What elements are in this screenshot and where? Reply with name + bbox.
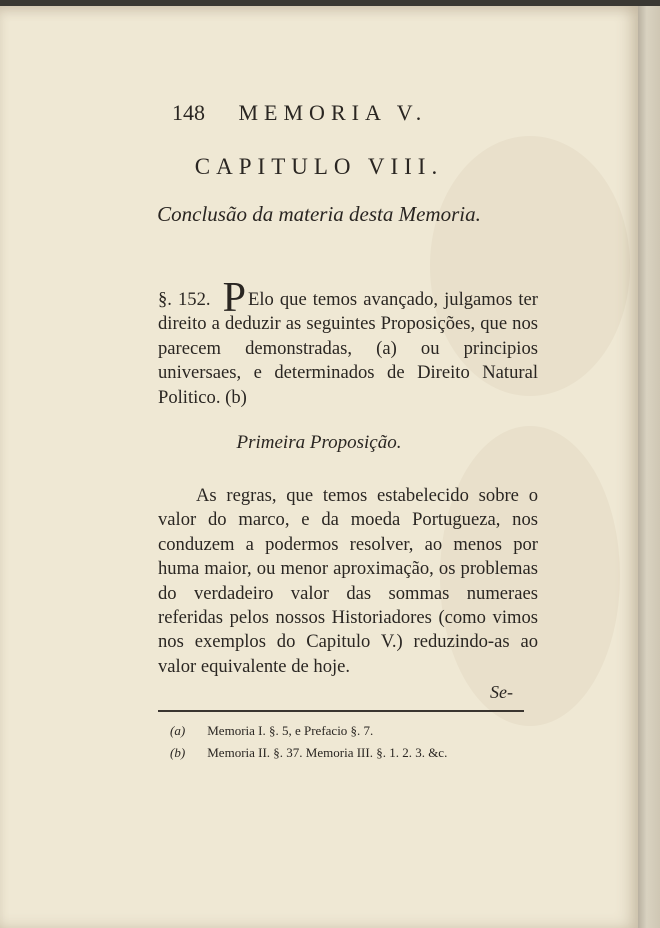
page-number: 148 bbox=[172, 100, 205, 125]
book-page bbox=[0, 6, 638, 928]
paragraph-152 bbox=[158, 275, 538, 410]
footnote bbox=[170, 720, 540, 742]
proposition-paragraph: As regras, que temos estabelecido sobre o valor do marco, e da moeda Portugueza, nos conduzem a podermos resolver, ao menos por huma maior, ou menor aproximação, os problemas do verdadeiro valor das sommas numeraes referidas pelos nossos Historiadores (como vimos nos exemplos do Capitulo V.) reduzindo-as ao valor equivalente de hoje. bbox=[158, 485, 538, 677]
catchword: Se- bbox=[490, 682, 513, 702]
next-page-edge bbox=[638, 6, 660, 928]
drop-cap: P bbox=[222, 275, 246, 321]
footnotes bbox=[170, 720, 540, 764]
footnote-mark: (a) bbox=[170, 723, 186, 738]
proposition-heading: Primeira Proposição. bbox=[236, 432, 402, 453]
footnote-text: Memoria I. §. 5, e Prefacio §. 7. bbox=[207, 723, 374, 738]
footnote-rule bbox=[158, 710, 524, 712]
footnote-text: Memoria II. §. 37. Memoria III. §. 1. 2. 3. &c. bbox=[207, 745, 448, 760]
chapter-subtitle: Conclusão da materia desta Memoria. bbox=[157, 202, 481, 226]
chapter-title: CAPITULO VIII. bbox=[194, 154, 444, 179]
section-number: §. 152. bbox=[158, 289, 211, 310]
footnote bbox=[170, 742, 540, 764]
running-header bbox=[172, 100, 472, 126]
running-title: MEMORIA V. bbox=[238, 100, 428, 125]
paragraph-152-text: Elo que temos avançado, julgamos ter direito a deduzir as seguintes Proposições, que nos parecem demonstradas, (a) ou principios universaes, e determinados de Direito Natural Politico. (b) bbox=[158, 289, 538, 408]
footnote-mark: (b) bbox=[170, 745, 186, 760]
